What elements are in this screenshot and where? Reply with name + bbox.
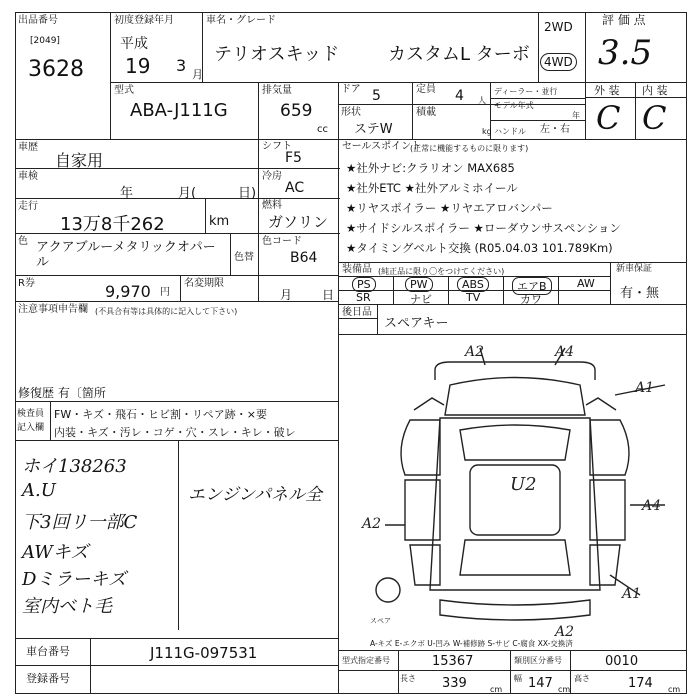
car-name: テリオスキッド [214, 44, 340, 65]
color-change-label: 色替 [234, 252, 254, 263]
extra-label: 後日品 [342, 307, 372, 318]
load-unit: kg [482, 127, 492, 136]
lot-number: 3628 [28, 57, 84, 82]
ext-grade: C [596, 99, 621, 137]
car-diagram [340, 340, 686, 640]
inspection-year: 年 [120, 186, 134, 201]
drive-2wd: 2WD [544, 20, 573, 34]
chassis-number: J111G-097531 [150, 644, 258, 662]
rear-window-outline [460, 540, 570, 575]
mark-a2-bottom: A2 [555, 624, 575, 640]
class-number: 0010 [605, 654, 639, 669]
width-label: 幅 [514, 674, 522, 683]
ac: AC [285, 180, 305, 196]
era: 平成 [120, 36, 148, 52]
sales-label: セールスポイント [342, 141, 422, 152]
capacity: 4 [455, 88, 464, 104]
right-mirror-outline [586, 398, 616, 410]
equip-airbag: エアB [512, 277, 552, 295]
height-label: 高さ [574, 674, 590, 683]
mark-a1-bottom: A1 [622, 586, 642, 602]
inspection-label: 車検 [18, 171, 38, 182]
hand-note-2: A.U [22, 480, 56, 501]
recycle-unit: 円 [160, 287, 170, 298]
capacity-unit: 人 [478, 96, 486, 105]
class-label: 類別区分番号 [514, 656, 562, 665]
handle: 左・右 [540, 124, 570, 135]
equip-sr: SR [356, 291, 371, 304]
type-cert: 15367 [432, 654, 474, 669]
equip-navi: ナビ [410, 293, 432, 306]
model-year-unit: 年 [572, 111, 580, 120]
first-reg-label: 初度登録年月 [114, 15, 174, 26]
color-code-label: 色コード [262, 236, 302, 247]
color-label: 色 [18, 236, 28, 247]
spare-label: スペア [370, 617, 391, 625]
shift: F5 [285, 150, 302, 166]
name-change-month: 月 [280, 288, 293, 302]
width-unit: cm [558, 685, 571, 694]
doors: 5 [372, 88, 381, 104]
equip-leather: カワ [520, 293, 542, 306]
model: ABA-J111G [130, 100, 228, 121]
rear-bumper-outline [440, 600, 590, 620]
equip-ps: PS [352, 277, 376, 292]
equip-aw: AW [577, 277, 595, 290]
length: 339 [442, 676, 467, 691]
spare-tire-outline [376, 578, 400, 602]
lot-label: 出品番号 [18, 15, 58, 26]
hood-outline [445, 378, 585, 416]
equip-sub: (純正品に限り〇をつけてください) [378, 267, 505, 276]
history: 自家用 [55, 151, 104, 170]
sales-point-3: ★リヤスポイラー ★リヤエアロバンパー [346, 201, 553, 215]
fuel: ガソリン [268, 213, 329, 231]
car-grade: カスタムL ターボ [388, 44, 530, 65]
inspection-day: 日) [238, 186, 257, 201]
mark-a2-top: A2 [465, 344, 485, 360]
sales-point-5: ★タイミングベルト交換 (R05.04.03 101.789Km) [346, 241, 613, 255]
inspector-label: 検査員記入欄 [17, 409, 45, 433]
equip-abs: ABS [457, 277, 489, 292]
height-unit: cm [668, 685, 681, 694]
mark-a4-top: A4 [555, 344, 575, 360]
height: 174 [628, 676, 653, 691]
hand-note-6: 室内ベト毛 [22, 596, 112, 617]
left-rear-panel-outline [410, 545, 440, 585]
reg-month-unit: 月 [192, 68, 203, 81]
recycle-label: R券 [18, 278, 35, 289]
hand-note-3: 下3回リ一部C [22, 512, 138, 533]
sales-point-4: ★サイドシルスポイラー ★ローダウンサスペンション [346, 221, 621, 235]
mileage: 13万8千262 [60, 214, 165, 235]
damage-legend: A-キズ E-エクボ U-凹み W-補修跡 S-サビ C-腐食 XX-交換済 [370, 639, 573, 648]
hand-center-note: エンジンパネル全 [188, 485, 322, 505]
color: アクアブルーメタリックオパール [36, 240, 216, 270]
length-label: 長さ [400, 674, 416, 683]
color-code: B64 [290, 250, 318, 266]
handle-label: ハンドル [494, 127, 526, 136]
shape: ステW [354, 122, 393, 137]
shift-label: シフト [262, 141, 292, 152]
mark-u2-roof: U2 [510, 474, 537, 495]
recycle-value: 9,970 [105, 282, 151, 301]
load-label: 積載 [416, 107, 436, 118]
sales-sub: (正常に機能するものに限ります) [410, 144, 529, 153]
mileage-unit: km [209, 214, 230, 229]
capacity-label: 定員 [416, 84, 436, 95]
width: 147 [528, 676, 553, 691]
mark-a1-right: A1 [635, 380, 655, 396]
windshield-outline [460, 425, 570, 460]
lot-sub: [2049] [30, 36, 60, 46]
int-label: 内 装 [642, 84, 668, 97]
right-front-door-outline [590, 420, 629, 475]
doors-label: ドア [341, 84, 361, 95]
chassis-label: 車台番号 [26, 645, 70, 658]
new-car-label: 新車保証 [616, 264, 653, 274]
sales-point-2: ★社外ETC ★社外アルミホイール [346, 181, 518, 195]
mileage-label: 走行 [18, 201, 38, 212]
reg-number-label: 登録番号 [26, 672, 70, 685]
model-label: 型式 [114, 85, 134, 96]
equip-label: 装備品 [342, 264, 372, 275]
inspection-month: 月( [178, 186, 197, 201]
new-car: 有・無 [620, 286, 660, 301]
hand-note-5: Dミラーキズ [22, 569, 127, 590]
int-grade: C [642, 99, 667, 137]
fuel-label: 燃料 [262, 200, 282, 211]
drive-4wd: 4WD [540, 53, 577, 71]
displacement-label: 排気量 [262, 85, 292, 96]
equip-tv: TV [466, 291, 481, 304]
name-change-day: 日 [322, 288, 335, 302]
type-cert-label: 型式指定番号 [342, 656, 390, 665]
hand-note-1: ホイ138263 [22, 456, 127, 477]
mark-a2-left: A2 [362, 516, 382, 532]
displacement-unit: cc [317, 124, 328, 135]
hand-note-4: AWキズ [22, 542, 89, 563]
notes-label: 注意事項申告欄 [18, 304, 88, 315]
repair-label: 修復歴 有〔箇所 [18, 386, 106, 400]
reg-year: 19 [125, 54, 151, 78]
body-outline [430, 418, 600, 590]
score-label: 評 価 点 [602, 13, 646, 27]
name-change-label: 名変期限 [184, 278, 224, 289]
reg-month: 3 [176, 56, 187, 75]
equip-pw: PW [405, 277, 433, 292]
model-year-label: モデル年式 [494, 101, 534, 110]
sales-point-1: ★社外ナビ:クラリオン MAX685 [346, 161, 515, 175]
notes-sub: (不具合有等は具体的に記入して下さい) [95, 307, 238, 316]
left-front-door-outline [401, 420, 440, 475]
inspector-row1: FW・キズ・飛石・ヒビ割・リペア跡・×要 [54, 408, 267, 421]
mark-a4-right: A4 [642, 498, 662, 514]
history-label: 車歴 [18, 142, 38, 153]
extra: スペアキー [384, 316, 449, 331]
displacement: 659 [280, 101, 313, 121]
left-mirror-outline [414, 398, 444, 410]
length-unit: cm [490, 685, 503, 694]
car-name-label: 車名・グレード [206, 15, 276, 26]
ext-label: 外 装 [594, 84, 620, 97]
ac-label: 冷房 [262, 171, 282, 182]
inspector-row2: 内装・キズ・汚レ・コゲ・穴・スレ・キレ・破レ [54, 426, 296, 439]
score: 3.5 [598, 33, 653, 73]
dealer-label: ディーラー・並行 [494, 87, 558, 96]
shape-label: 形状 [341, 107, 361, 118]
